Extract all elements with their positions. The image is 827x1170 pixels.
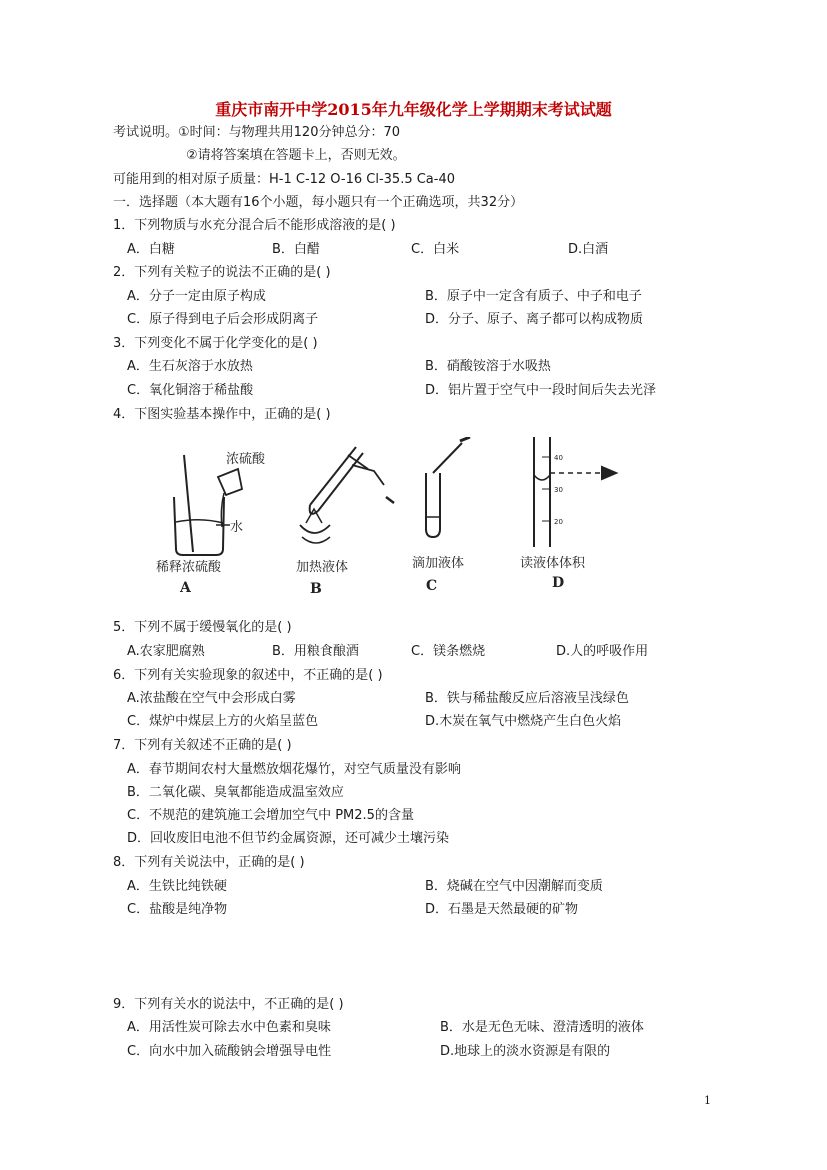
figure-d-read-volume — [534, 437, 616, 547]
figure-caption-c: 滴加液体 — [412, 556, 465, 571]
atomic-mass-line: 可能用到的相对原子质量：H-1 C-12 O-16 Cl-35.5 Ca-40 — [113, 172, 456, 187]
question-stem: 2．下列有关粒子的说法不正确的是( ) — [113, 265, 331, 280]
figure-letter-b: B — [310, 581, 322, 597]
figure-label-water: 水 — [230, 520, 244, 535]
question-stem: 7．下列有关叙述不正确的是( ) — [113, 738, 292, 753]
section-heading: 一．选择题（本大题有16个小题，每小题只有一个正确选项，共32分） — [113, 195, 524, 210]
option-a: A．生石灰溶于水放热 — [127, 359, 253, 374]
question-stem: 8．下列有关说法中，正确的是( ) — [113, 855, 305, 870]
option-c: C．煤炉中煤层上方的火焰呈蓝色 — [127, 714, 319, 729]
option-b: B．水是无色无味、澄清透明的液体 — [440, 1020, 644, 1035]
option-d: D．分子、原子、离子都可以构成物质 — [425, 312, 644, 327]
option-d: D．石墨是天然最硬的矿物 — [425, 902, 579, 917]
question-stem: 1．下列物质与水充分混合后不能形成溶液的是( ) — [113, 218, 396, 233]
option-d: D．回收废旧电池不但节约金属资源，还可减少土壤污染 — [127, 831, 450, 846]
option-a: A．生铁比纯铁硬 — [127, 879, 227, 894]
option-d: D.白酒 — [568, 242, 609, 257]
option-a: A．用活性炭可除去水中色素和臭味 — [127, 1020, 331, 1035]
option-d: D.人的呼吸作用 — [556, 644, 649, 659]
figure-caption-d: 读液体体积 — [520, 556, 586, 571]
figure-letter-d: D — [552, 575, 565, 591]
option-c: C．白米 — [411, 242, 460, 257]
option-a: A．白糖 — [127, 242, 175, 257]
figure-a-dilute-acid — [174, 455, 242, 555]
figure-caption-b: 加热液体 — [296, 560, 349, 575]
option-a: A.农家肥腐熟 — [127, 644, 205, 659]
option-b: B．白醋 — [272, 242, 320, 257]
figure-letter-c: C — [426, 578, 438, 594]
option-b: B．原子中一定含有质子、中子和电子 — [425, 289, 642, 304]
option-a: A．春节期间农村大量燃放烟花爆竹，对空气质量没有影响 — [127, 762, 461, 777]
option-b: B．烧碱在空气中因潮解而变质 — [425, 879, 603, 894]
scale-tick-40: 40 — [554, 454, 563, 462]
option-c: C．不规范的建筑施工会增加空气中 PM2.5的含量 — [127, 808, 414, 823]
figure-label-acid: 浓硫酸 — [226, 452, 266, 467]
option-c: C．氧化铜溶于稀盐酸 — [127, 383, 254, 398]
option-d: D.地球上的淡水资源是有限的 — [440, 1044, 611, 1059]
scale-tick-30: 30 — [554, 486, 563, 494]
option-b: B．用粮食酿酒 — [272, 644, 359, 659]
option-a: A．分子一定由原子构成 — [127, 289, 266, 304]
option-a: A.浓盐酸在空气中会形成白雾 — [127, 691, 296, 706]
page-number: 1 — [704, 1094, 711, 1107]
exam-note-line2: ②请将答案填在答题卡上，否则无效。 — [186, 148, 406, 163]
question-stem: 5．下列不属于缓慢氧化的是( ) — [113, 620, 292, 635]
option-c: C．向水中加入硫酸钠会增强导电性 — [127, 1044, 332, 1059]
figure-caption-a: 稀释浓硫酸 — [156, 560, 222, 575]
option-b: B．硝酸铵溶于水吸热 — [425, 359, 551, 374]
question-stem: 9．下列有关水的说法中，不正确的是( ) — [113, 997, 344, 1012]
option-b: B．铁与稀盐酸反应后溶液呈浅绿色 — [425, 691, 629, 706]
option-c: C．镁条燃烧 — [411, 644, 486, 659]
option-c: C．原子得到电子后会形成阴离子 — [127, 312, 319, 327]
option-b: B．二氧化碳、臭氧都能造成温室效应 — [127, 785, 344, 800]
option-c: C．盐酸是纯净物 — [127, 902, 228, 917]
figure-letter-a: A — [180, 580, 191, 596]
figure-b-heat-liquid — [300, 447, 394, 543]
question-stem: 6．下列有关实验现象的叙述中，不正确的是( ) — [113, 668, 383, 683]
question-stem: 3．下列变化不属于化学变化的是( ) — [113, 336, 318, 351]
scale-tick-20: 20 — [554, 518, 563, 526]
question-stem: 4．下图实验基本操作中，正确的是( ) — [113, 407, 331, 422]
page-title: 重庆市南开中学2015年九年级化学上学期期末考试试题 — [215, 100, 612, 119]
figure-c-add-drops — [426, 437, 470, 537]
option-d: D．铝片置于空气中一段时间后失去光泽 — [425, 383, 657, 398]
exam-note-line1: 考试说明。①时间：与物理共用120分钟总分：70 — [113, 125, 401, 140]
lab-operations-figure — [150, 437, 620, 602]
option-d: D.木炭在氧气中燃烧产生白色火焰 — [425, 714, 622, 729]
